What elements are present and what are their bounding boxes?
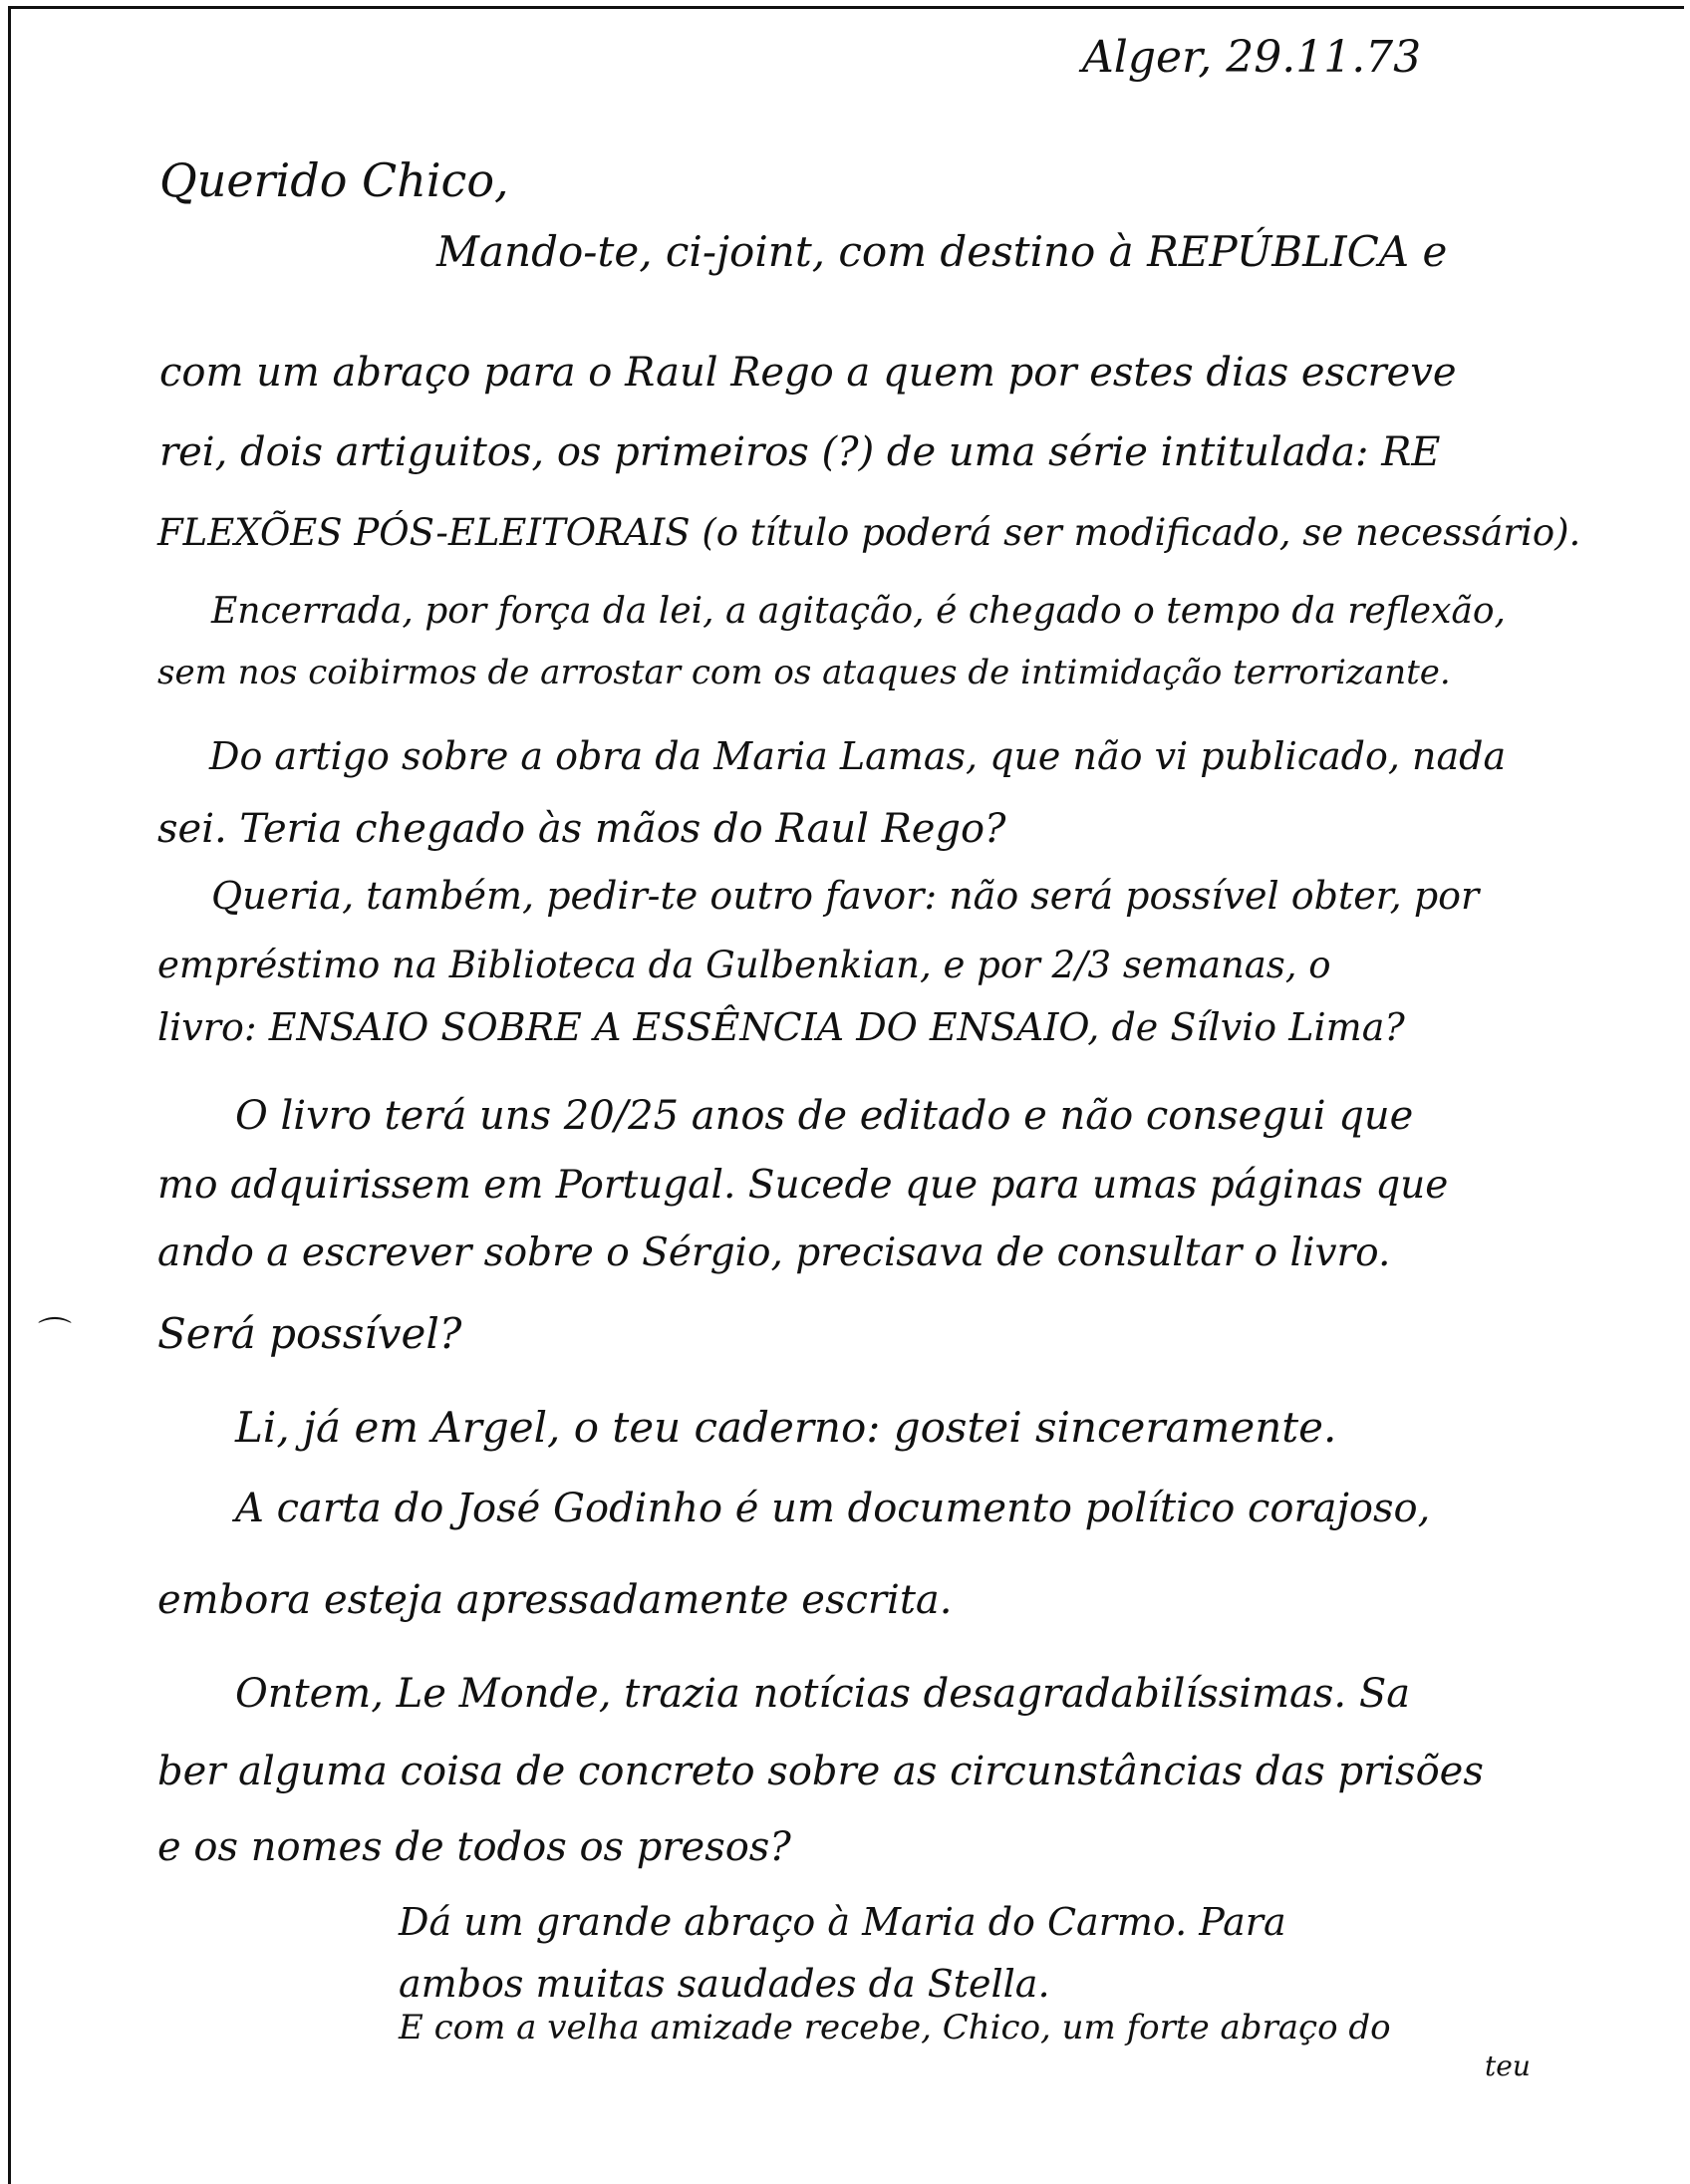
body-line: sei. Teria chegado às mãos do Raul Rego? (157, 806, 1006, 852)
body-line: Do artigo sobre a obra da Maria Lamas, que não vi publicado, nada (209, 734, 1507, 778)
dateline: Alger, 29.11.73 (1082, 32, 1422, 83)
body-line: FLEXÕES PÓS-ELEITORAIS (o título poderá ser modificado, se necessário). (157, 511, 1581, 554)
body-line: Será possível? (157, 1309, 462, 1358)
body-line: Queria, também, pedir-te outro favor: não será possível obter, por (211, 874, 1480, 918)
body-line: com um abraço para o Raul Rego a quem por estes dias escreve (159, 350, 1457, 396)
margin-mark: ⌒ (38, 1315, 72, 1355)
body-line: livro: ENSAIO SOBRE A ESSÊNCIA DO ENSAIO, de Sílvio Lima? (157, 1005, 1405, 1049)
body-line: mo adquirissem em Portugal. Sucede que para umas páginas que (157, 1163, 1449, 1208)
body-line: sem nos coibirmos de arrostar com os ataques de intimidação terrorizante. (157, 653, 1451, 692)
salutation: Querido Chico, (159, 153, 509, 207)
page-border-top (8, 6, 1684, 9)
signature: teu (1485, 2049, 1531, 2082)
body-line: ando a escrever sobre o Sérgio, precisava de consultar o livro. (157, 1230, 1391, 1275)
body-line: A carta do José Godinho é um documento político corajoso, (235, 1486, 1431, 1531)
closing-line: ambos muitas saudades da Stella. (399, 1962, 1050, 2006)
body-line: O livro terá uns 20/25 anos de editado e não consegui que (235, 1093, 1414, 1139)
body-line: rei, dois artiguitos, os primeiros (?) de uma série intitulada: RE (159, 429, 1441, 475)
body-line: e os nomes de todos os presos? (157, 1824, 791, 1870)
body-line: Ontem, Le Monde, trazia notícias desagradabilíssimas. Sa (235, 1671, 1411, 1717)
page-border-left (8, 6, 11, 2184)
closing-line: E com a velha amizade recebe, Chico, um forte abraço do (399, 2008, 1391, 2048)
body-line: empréstimo na Biblioteca da Gulbenkian, e por 2/3 semanas, o (157, 944, 1331, 986)
body-line: ber alguma coisa de concreto sobre as circunstâncias das prisões (157, 1749, 1484, 1794)
body-line: Li, já em Argel, o teu caderno: gostei sinceramente. (235, 1403, 1337, 1452)
body-line: embora esteja apressadamente escrita. (157, 1577, 953, 1623)
body-line: Mando-te, ci-joint, com destino à REPÚBLICA e (436, 227, 1448, 276)
closing-line: Dá um grande abraço à Maria do Carmo. Para (399, 1900, 1286, 1944)
body-line: Encerrada, por força da lei, a agitação, é chegado o tempo da reflexão, (211, 591, 1506, 632)
